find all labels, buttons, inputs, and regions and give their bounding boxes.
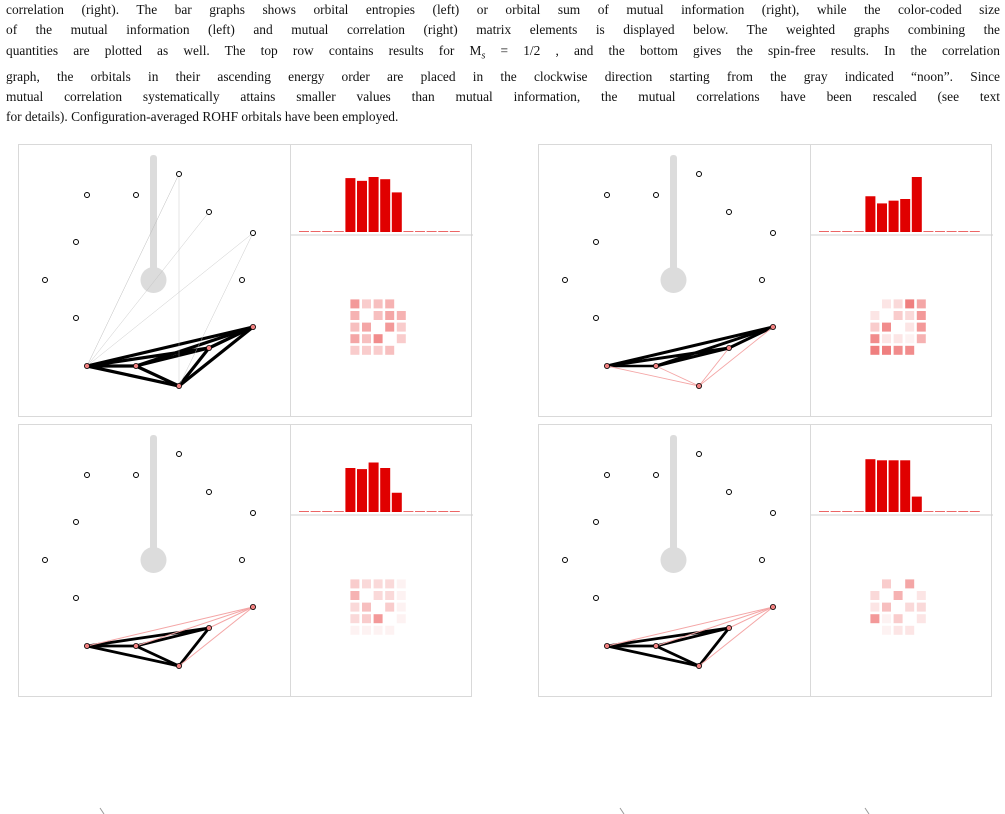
matrix-cell xyxy=(870,614,879,623)
orbital-node xyxy=(177,172,182,177)
graph-edge xyxy=(87,366,179,386)
noon-marker-stem xyxy=(670,155,677,275)
matrix-cell xyxy=(374,591,383,600)
matrix-cell xyxy=(870,311,879,320)
matrix-cell xyxy=(362,323,371,332)
matrix-cell xyxy=(917,603,926,612)
entropy-bar xyxy=(427,231,437,232)
matrix-cell xyxy=(350,614,359,623)
matrix-cell xyxy=(374,579,383,588)
correlation-graph-top-right xyxy=(539,145,812,418)
caption-line-6: for details). Configuration-averaged ROHF orbitals have been employed. xyxy=(6,109,399,125)
matrix-cell xyxy=(350,323,359,332)
matrix-cell xyxy=(905,334,914,343)
caption-subscript-s: s xyxy=(481,50,486,62)
noon-marker-bulb xyxy=(141,267,167,293)
panel-top-left-bars xyxy=(290,144,472,417)
matrix-cell xyxy=(397,579,406,588)
orbital-node xyxy=(771,511,776,516)
orbital-node xyxy=(697,452,702,457)
panel-top-right-graph xyxy=(538,144,811,417)
matrix-cell xyxy=(385,299,394,308)
matrix-cell xyxy=(917,591,926,600)
entropy-bar xyxy=(403,511,413,512)
entropy-bar xyxy=(427,511,437,512)
entropy-bar xyxy=(819,511,829,512)
entropy-bar xyxy=(380,179,390,232)
entropy-bar xyxy=(877,203,887,232)
orbital-node xyxy=(74,316,79,321)
panel-bottom-left-graph xyxy=(18,424,291,697)
graph-edge xyxy=(656,366,699,386)
orbital-node xyxy=(85,473,90,478)
orbital-node xyxy=(594,520,599,525)
entropy-bar xyxy=(819,231,829,232)
orbital-node xyxy=(43,558,48,563)
matrix-cell xyxy=(882,626,891,635)
matrix-cell xyxy=(917,614,926,623)
graph-edge xyxy=(179,233,253,386)
orbital-node xyxy=(207,210,212,215)
graph-edge xyxy=(656,607,773,646)
active-orbital-node xyxy=(176,663,181,668)
active-orbital-node xyxy=(250,324,255,329)
orbital-node xyxy=(74,520,79,525)
caption-line-5: mutual correlation systematically attains smaller values than mutual information, the mutual correlations have been rescaled (see text xyxy=(6,88,1000,104)
entropy-bar xyxy=(299,511,309,512)
active-orbital-node xyxy=(133,363,138,368)
cropped-next-figure-marks xyxy=(0,800,1005,814)
entropy-bar xyxy=(345,178,355,232)
matrix-cell xyxy=(350,626,359,635)
matrix-cell xyxy=(894,346,903,355)
panel-top-left-graph xyxy=(18,144,291,417)
orbital-node xyxy=(654,193,659,198)
entropy-bar xyxy=(415,231,425,232)
entropy-bar xyxy=(935,511,945,512)
matrix-cell xyxy=(905,626,914,635)
graph-edge xyxy=(87,646,179,666)
matrix-cell xyxy=(350,579,359,588)
orbital-node xyxy=(727,490,732,495)
crop-mark xyxy=(865,808,869,814)
entropy-bar xyxy=(450,511,460,512)
entropy-bar xyxy=(438,231,448,232)
graph-edge xyxy=(656,646,699,666)
matrix-cell xyxy=(350,346,359,355)
entropy-bar xyxy=(947,231,957,232)
matrix-cell xyxy=(882,299,891,308)
entropy-bar xyxy=(923,231,933,232)
orbital-node xyxy=(605,193,610,198)
matrix-cell xyxy=(385,323,394,332)
noon-marker-bulb xyxy=(661,547,687,573)
matrix-cell xyxy=(905,346,914,355)
correlation-graph-bottom-right xyxy=(539,425,812,698)
active-orbital-node xyxy=(133,643,138,648)
active-orbital-node xyxy=(653,363,658,368)
entropy-bar xyxy=(900,460,910,512)
entropy-bar xyxy=(403,231,413,232)
noon-marker-stem xyxy=(670,435,677,555)
correlation-graph-top-left xyxy=(19,145,292,418)
bar-matrix-bottom-right xyxy=(811,425,993,698)
matrix-cell xyxy=(350,591,359,600)
entropy-bar xyxy=(912,497,922,512)
matrix-cell xyxy=(374,334,383,343)
entropy-bar xyxy=(311,231,321,232)
entropy-bar xyxy=(357,469,367,512)
entropy-bar xyxy=(842,231,852,232)
matrix-cell xyxy=(882,346,891,355)
matrix-cell xyxy=(362,299,371,308)
graph-edge xyxy=(136,607,253,646)
entropy-bar xyxy=(947,511,957,512)
orbital-node xyxy=(771,231,776,236)
matrix-cell xyxy=(362,603,371,612)
entropy-bar xyxy=(392,192,402,232)
matrix-cell xyxy=(894,334,903,343)
matrix-cell xyxy=(397,603,406,612)
graph-edge xyxy=(607,646,699,666)
matrix-cell xyxy=(917,311,926,320)
noon-marker-bulb xyxy=(141,547,167,573)
matrix-cell xyxy=(397,614,406,623)
orbital-node xyxy=(74,596,79,601)
caption-line-2: of the mutual information (left) and mutual correlation (right) matrix elements is displayed below. The weighted graphs combining the xyxy=(6,22,1000,38)
entropy-bar xyxy=(334,231,344,232)
caption-line-3 xyxy=(6,41,1000,67)
caption-line-3a: quantities are plotted as well. The top row contains results for M xyxy=(6,42,482,58)
orbital-node xyxy=(594,240,599,245)
matrix-cell xyxy=(894,591,903,600)
noon-marker-bulb xyxy=(661,267,687,293)
matrix-cell xyxy=(374,299,383,308)
entropy-bar xyxy=(865,459,875,512)
orbital-node xyxy=(760,558,765,563)
orbital-node xyxy=(697,172,702,177)
entropy-bar xyxy=(299,231,309,232)
orbital-node xyxy=(605,473,610,478)
orbital-node xyxy=(594,596,599,601)
matrix-cell xyxy=(385,346,394,355)
matrix-cell xyxy=(917,299,926,308)
correlation-graph-bottom-left xyxy=(19,425,292,698)
active-orbital-node xyxy=(176,383,181,388)
orbital-node xyxy=(134,473,139,478)
orbital-node xyxy=(240,278,245,283)
matrix-cell xyxy=(385,626,394,635)
active-orbital-node xyxy=(250,604,255,609)
matrix-cell xyxy=(374,626,383,635)
active-orbital-node xyxy=(206,625,211,630)
noon-marker-stem xyxy=(150,155,157,275)
orbital-node xyxy=(760,278,765,283)
orbital-node xyxy=(594,316,599,321)
orbital-node xyxy=(85,193,90,198)
orbital-node xyxy=(563,278,568,283)
active-orbital-node xyxy=(696,383,701,388)
entropy-bar xyxy=(842,511,852,512)
caption-line-4: graph, the orbitals in their ascending energy order are placed in the clockwise direction starting from the gray indicated “noon”. Since xyxy=(6,68,1000,84)
active-orbital-node xyxy=(604,643,609,648)
entropy-bar xyxy=(345,468,355,512)
noon-marker-stem xyxy=(150,435,157,555)
bar-matrix-bottom-left xyxy=(291,425,473,698)
active-orbital-node xyxy=(84,363,89,368)
matrix-cell xyxy=(350,299,359,308)
matrix-cell xyxy=(397,334,406,343)
orbital-node xyxy=(43,278,48,283)
active-orbital-node xyxy=(770,324,775,329)
matrix-cell xyxy=(870,334,879,343)
entropy-bar xyxy=(889,201,899,232)
crop-mark xyxy=(620,808,624,814)
active-orbital-node xyxy=(84,643,89,648)
matrix-cell xyxy=(397,323,406,332)
orbital-node xyxy=(74,240,79,245)
entropy-bar xyxy=(438,511,448,512)
matrix-cell xyxy=(362,346,371,355)
entropy-bar xyxy=(831,231,841,232)
entropy-bar xyxy=(450,231,460,232)
matrix-cell xyxy=(894,299,903,308)
active-orbital-node xyxy=(770,604,775,609)
entropy-bar xyxy=(831,511,841,512)
matrix-cell xyxy=(882,579,891,588)
matrix-cell xyxy=(905,603,914,612)
matrix-cell xyxy=(905,323,914,332)
entropy-bar xyxy=(322,511,332,512)
panel-top-right-bars xyxy=(810,144,992,417)
matrix-cell xyxy=(350,603,359,612)
matrix-cell xyxy=(882,334,891,343)
orbital-node xyxy=(134,193,139,198)
entropy-bar xyxy=(380,468,390,512)
matrix-cell xyxy=(362,579,371,588)
orbital-node xyxy=(727,210,732,215)
entropy-bar xyxy=(334,511,344,512)
orbital-node xyxy=(251,231,256,236)
orbital-node xyxy=(240,558,245,563)
matrix-cell xyxy=(385,579,394,588)
matrix-cell xyxy=(894,311,903,320)
orbital-node xyxy=(563,558,568,563)
entropy-bar xyxy=(369,463,379,513)
matrix-cell xyxy=(917,334,926,343)
entropy-bar xyxy=(311,511,321,512)
graph-edge xyxy=(87,174,179,366)
entropy-bar xyxy=(415,511,425,512)
matrix-cell xyxy=(362,334,371,343)
orbital-node xyxy=(207,490,212,495)
caption-line-3b: = 1/2 , and the bottom gives the spin-free results. In the correlation xyxy=(485,42,1000,58)
matrix-cell xyxy=(362,614,371,623)
matrix-cell xyxy=(870,591,879,600)
active-orbital-node xyxy=(206,345,211,350)
matrix-cell xyxy=(894,626,903,635)
entropy-bar xyxy=(854,511,864,512)
orbital-node xyxy=(177,452,182,457)
matrix-cell xyxy=(385,311,394,320)
entropy-bar xyxy=(854,231,864,232)
panel-bottom-right-bars xyxy=(810,424,992,697)
matrix-cell xyxy=(374,346,383,355)
entropy-bar xyxy=(865,196,875,232)
matrix-cell xyxy=(870,323,879,332)
matrix-cell xyxy=(374,614,383,623)
matrix-cell xyxy=(905,299,914,308)
matrix-cell xyxy=(894,614,903,623)
active-orbital-node xyxy=(726,625,731,630)
bar-matrix-top-right xyxy=(811,145,993,418)
figure-caption xyxy=(6,0,1000,127)
graph-edge xyxy=(136,646,179,666)
bar-matrix-top-left xyxy=(291,145,473,418)
panel-bottom-left-bars xyxy=(290,424,472,697)
entropy-bar xyxy=(392,493,402,512)
entropy-bar xyxy=(357,181,367,232)
matrix-cell xyxy=(385,591,394,600)
matrix-cell xyxy=(362,626,371,635)
panel-bottom-right-graph xyxy=(538,424,811,697)
entropy-bar xyxy=(958,231,968,232)
caption-line-1: correlation (right). The bar graphs shows orbital entropies (left) or orbital sum of mutual information (right), while the color-coded size xyxy=(6,2,1000,17)
active-orbital-node xyxy=(604,363,609,368)
entropy-bar xyxy=(970,231,980,232)
matrix-cell xyxy=(882,323,891,332)
matrix-cell xyxy=(385,603,394,612)
entropy-bar xyxy=(958,511,968,512)
entropy-bar xyxy=(900,199,910,232)
entropy-bar xyxy=(935,231,945,232)
matrix-cell xyxy=(870,603,879,612)
graph-edge xyxy=(607,366,699,386)
orbital-node xyxy=(251,511,256,516)
entropy-bar xyxy=(889,460,899,512)
active-orbital-node xyxy=(696,663,701,668)
entropy-bar xyxy=(912,177,922,232)
matrix-cell xyxy=(397,591,406,600)
crop-mark xyxy=(100,808,104,814)
active-orbital-node xyxy=(653,643,658,648)
matrix-cell xyxy=(350,311,359,320)
matrix-cell xyxy=(397,311,406,320)
matrix-cell xyxy=(917,323,926,332)
entropy-bar xyxy=(369,177,379,232)
matrix-cell xyxy=(882,614,891,623)
matrix-cell xyxy=(350,334,359,343)
entropy-bar xyxy=(322,231,332,232)
matrix-cell xyxy=(374,311,383,320)
orbital-node xyxy=(654,473,659,478)
active-orbital-node xyxy=(726,345,731,350)
matrix-cell xyxy=(870,346,879,355)
matrix-cell xyxy=(905,579,914,588)
matrix-cell xyxy=(882,603,891,612)
entropy-bar xyxy=(877,460,887,512)
entropy-bar xyxy=(923,511,933,512)
matrix-cell xyxy=(905,311,914,320)
entropy-bar xyxy=(970,511,980,512)
